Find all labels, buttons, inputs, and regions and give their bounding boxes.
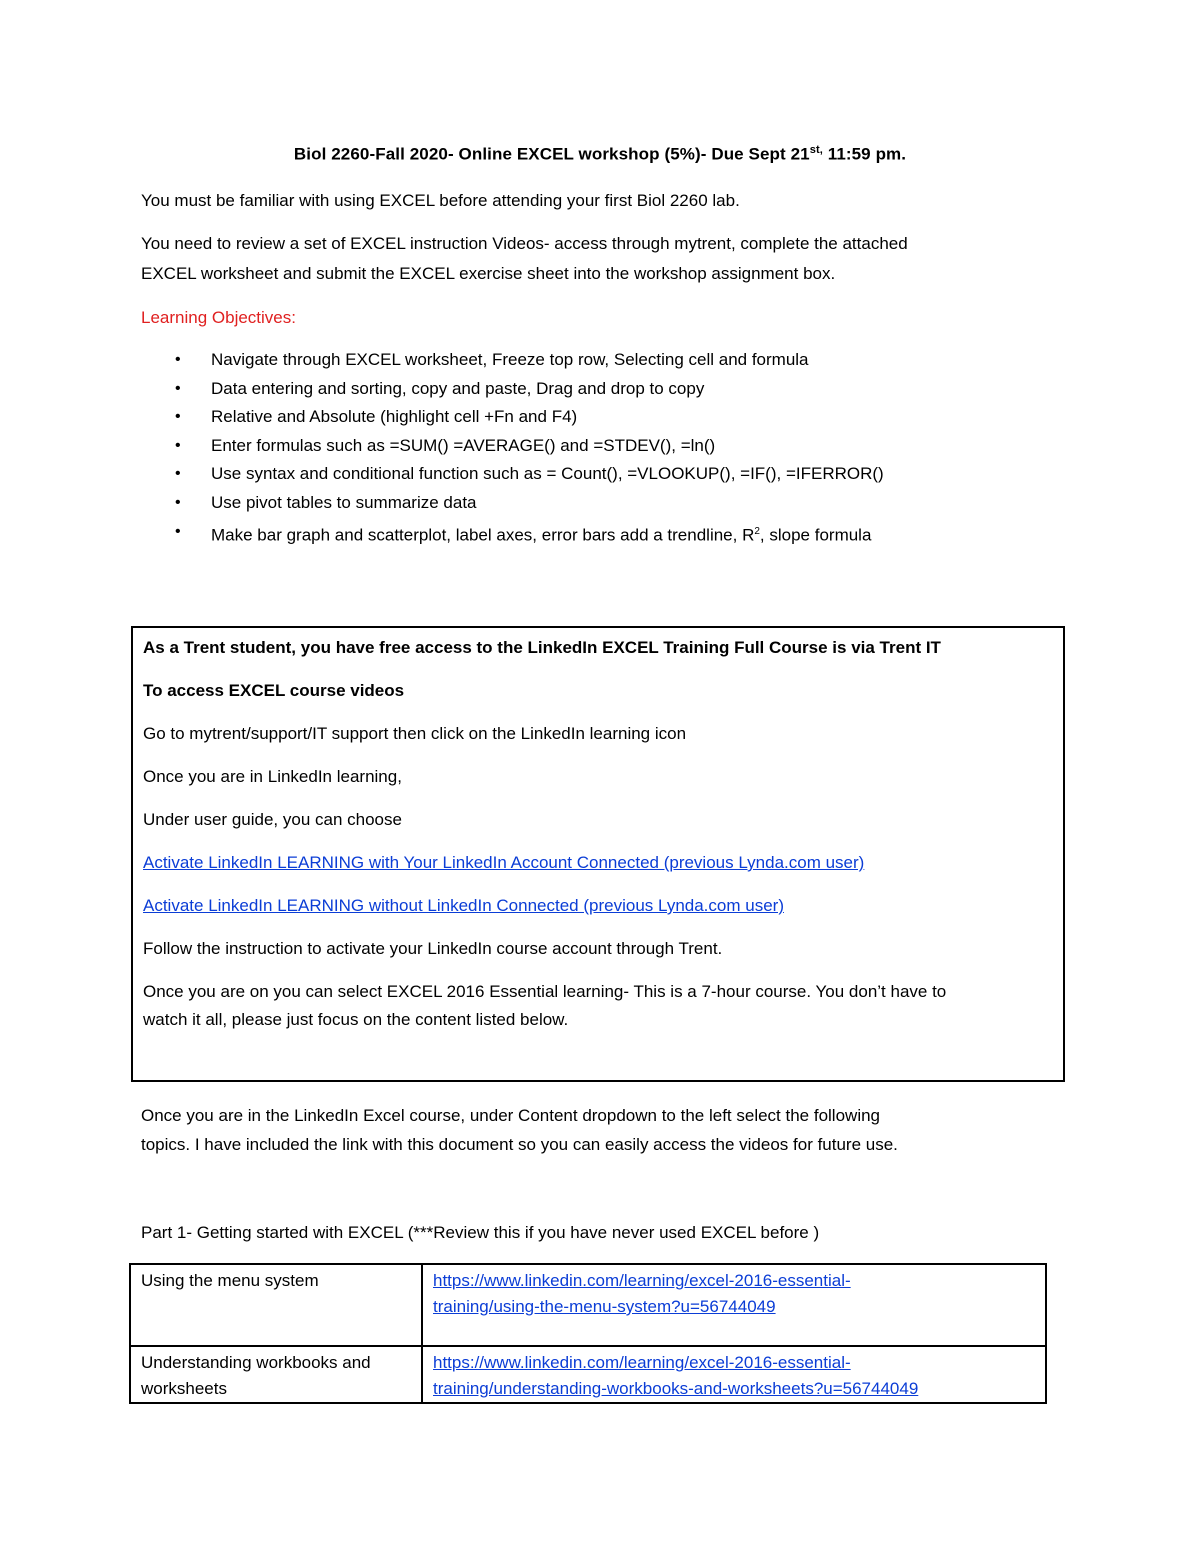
- box-step-3: Under user guide, you can choose: [143, 810, 402, 829]
- video-link[interactable]: https://www.linkedin.com/learning/excel-2016-essential- training/using-the-menu-system?u=56744049: [433, 1271, 851, 1316]
- part1-heading: Part 1- Getting started with EXCEL (***Review this if you have never used EXCEL before ): [141, 1223, 820, 1242]
- bullet-icon: •: [175, 465, 181, 483]
- objectives-list: [141, 346, 1141, 550]
- objective-item: • Data entering and sorting, copy and paste, Drag and drop to copy: [141, 375, 1141, 404]
- document-title: Biol 2260-Fall 2020- Online EXCEL workshop (5%)- Due Sept $21^{st,}$ 11:59 pm.: [293, 144, 907, 164]
- bullet-icon: •: [175, 351, 181, 368]
- box-step-1: Go to mytrent/support/IT support then click on the LinkedIn learning icon: [143, 724, 687, 743]
- activate-with-account-link[interactable]: Activate LinkedIn LEARNING with Your LinkedIn Account Connected (previous Lynda.com user): [143, 853, 865, 872]
- bullet-icon: •: [175, 522, 181, 540]
- box-step-4: Follow the instruction to activate your LinkedIn course account through Trent.: [143, 939, 723, 958]
- topic-cell: Using the menu system: [130, 1264, 422, 1346]
- table-row: [130, 1264, 1046, 1346]
- intro-line-2: You need to review a set of EXCEL instruction Videos- access through mytrent, complete the attached: [141, 234, 908, 253]
- bullet-icon: •: [175, 379, 181, 397]
- bullet-icon: •: [175, 436, 181, 454]
- objective-item: • Enter formulas such as =SUM() =AVERAGE() and =STDEV(), =ln(): [141, 432, 1141, 461]
- after-box-line-2: topics. I have included the link with this document so you can easily access the videos for future use.: [141, 1135, 898, 1154]
- objective-item: • Use pivot tables to summarize data: [141, 489, 1141, 518]
- learning-objectives-heading: Learning Objectives:: [141, 308, 296, 327]
- part1-links-table: [129, 1263, 1047, 1404]
- box-step-5: Once you are on you can select EXCEL 2016 Essential learning- This is a 7-hour course. You don’t have to watch it all, please just focus on the content listed below.: [143, 982, 947, 1029]
- bullet-icon: •: [175, 493, 181, 511]
- linkedin-access-box: [131, 626, 1065, 1082]
- activate-without-account-link[interactable]: Activate LinkedIn LEARNING without LinkedIn Connected (previous Lynda.com user): [143, 896, 784, 915]
- title-superscript: st,: [809, 144, 823, 156]
- video-link[interactable]: https://www.linkedin.com/learning/excel-2016-essential- training/understanding-workbooks-and-worksheets?u=56744049: [433, 1353, 919, 1398]
- after-box-line-1: Once you are in the LinkedIn Excel course, under Content dropdown to the left select the following: [141, 1106, 881, 1125]
- intro-line-3: EXCEL worksheet and submit the EXCEL exercise sheet into the workshop assignment box.: [141, 264, 836, 283]
- objective-item: • Navigate through EXCEL worksheet, Freeze top row, Selecting cell and formula: [141, 346, 1141, 375]
- url-cell: [422, 1264, 1046, 1346]
- url-cell: [422, 1346, 1046, 1403]
- box-subheading: To access EXCEL course videos: [143, 681, 405, 700]
- objective-item: • Make bar graph and scatterplot, label axes, error bars add a trendline, $R^2$, slope formula: [141, 518, 1141, 550]
- topic-cell: Understanding workbooks and worksheets: [130, 1346, 422, 1403]
- table-row: [130, 1346, 1046, 1403]
- intro-line-1: You must be familiar with using EXCEL before attending your first Biol 2260 lab.: [141, 191, 740, 210]
- objective-item: • Use syntax and conditional function such as = Count(), =VLOOKUP(), =IF(), =IFERROR(): [141, 460, 1141, 489]
- objective-item: • Relative and Absolute (highlight cell +Fn and F4): [141, 403, 1141, 432]
- bullet-icon: •: [175, 408, 181, 426]
- box-step-2: Once you are in LinkedIn learning,: [143, 767, 402, 786]
- r-squared-superscript: 2: [754, 525, 760, 537]
- box-heading: As a Trent student, you have free access to the LinkedIn EXCEL Training Full Course is via Trent IT: [143, 638, 941, 657]
